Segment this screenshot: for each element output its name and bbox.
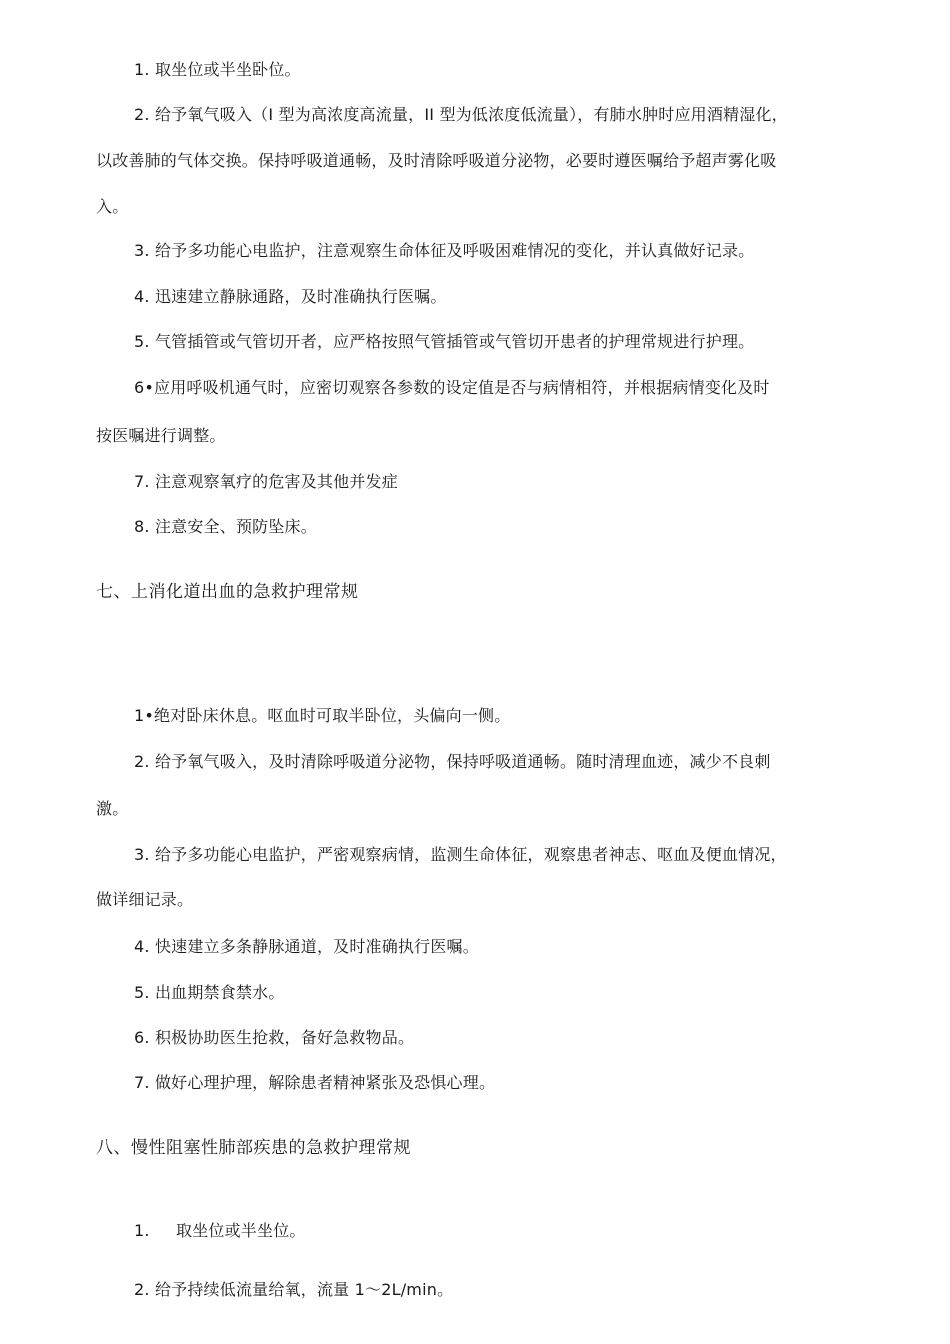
list-item: 1. 取坐位或半坐卧位。 bbox=[134, 60, 301, 79]
list-item: 7. 注意观察氧疗的危害及其他并发症 bbox=[134, 472, 398, 491]
list-item-continuation: 入。 bbox=[96, 197, 129, 216]
section-heading: 七、上消化道出血的急救护理常规 bbox=[96, 582, 359, 602]
list-item: 4. 迅速建立静脉通路，及时准确执行医嘱。 bbox=[134, 287, 447, 306]
list-item: 取坐位或半坐位。 bbox=[176, 1221, 306, 1240]
list-item: 4. 快速建立多条静脉通道，及时准确执行医嘱。 bbox=[134, 937, 479, 956]
list-item-continuation: 做详细记录。 bbox=[96, 890, 194, 909]
list-item: 2. 给予持续低流量给氧，流量 1〜2L/min。 bbox=[134, 1280, 454, 1299]
list-item: 3. 给予多功能心电监护，严密观察病情，监测生命体征，观察患者神志、呕血及便血情况， bbox=[134, 845, 787, 864]
list-item-continuation: 激。 bbox=[96, 799, 129, 818]
list-item: 6•应用呼吸机通气时，应密切观察各参数的设定值是否与病情相符，并根据病情变化及时 bbox=[134, 378, 770, 397]
list-item: 3. 给予多功能心电监护，注意观察生命体征及呼吸困难情况的变化，并认真做好记录。 bbox=[134, 241, 755, 260]
list-item-continuation: 按医嘱进行调整。 bbox=[96, 426, 226, 445]
list-item: 5. 出血期禁食禁水。 bbox=[134, 983, 285, 1002]
list-item: 7. 做好心理护理，解除患者精神紧张及恐惧心理。 bbox=[134, 1073, 496, 1092]
section-heading: 八、慢性阻塞性肺部疾患的急救护理常规 bbox=[96, 1138, 411, 1158]
list-item-continuation: 以改善肺的气体交换。保持呼吸道通畅，及时清除呼吸道分泌物，必要时遵医嘱给予超声雾化吸 bbox=[96, 151, 777, 170]
list-item: 1•绝对卧床休息。呕血时可取半卧位，头偏向一侧。 bbox=[134, 706, 511, 725]
list-item: 5. 气管插管或气管切开者，应严格按照气管插管或气管切开患者的护理常规进行护理。 bbox=[134, 332, 755, 351]
list-item: 2. 给予氧气吸入（I 型为高浓度高流量，II 型为低浓度低流量），有肺水肿时应用酒精湿化， bbox=[134, 105, 788, 124]
list-item: 6. 积极协助医生抢救，备好急救物品。 bbox=[134, 1028, 415, 1047]
list-item: 8. 注意安全、预防坠床。 bbox=[134, 517, 317, 536]
list-item: 2. 给予氧气吸入，及时清除呼吸道分泌物，保持呼吸道通畅。随时清理血迹，减少不良刺 bbox=[134, 752, 771, 771]
list-item-number: 1. bbox=[134, 1221, 150, 1240]
